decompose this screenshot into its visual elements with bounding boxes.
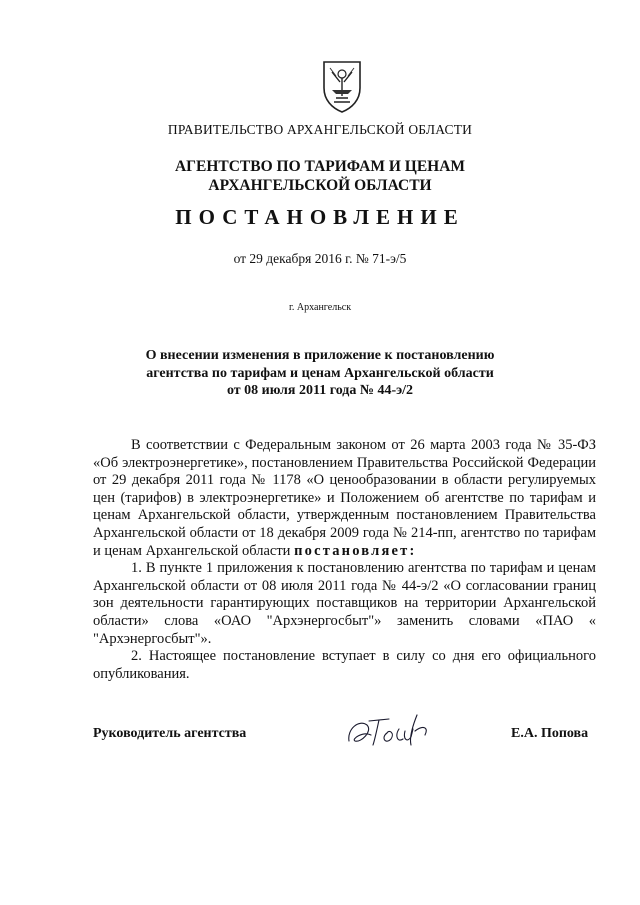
document-date-number: от 29 декабря 2016 г. № 71-э/5	[233, 251, 407, 266]
document-body	[93, 437, 596, 683]
handwritten-signature	[345, 711, 457, 753]
preamble-text: В соответствии с Федеральным законом от 26 марта 2003 года № 35-ФЗ «Об электроэнергетике», постановлением Правительства Российской Федерации от 29 декабря 2011 года № 1178 «О ценообразовании в области регулируемых цен (тарифов) в электроэнергетике» и Положением об агентстве по тарифам и ценам Архангельской области, утвержденным постановлением Правительства Архангельской области от 18 декабря 2009 года № 214-пп, агентство по тарифам и ценам Архангельской области	[93, 437, 596, 559]
coat-of-arms-icon	[318, 58, 366, 114]
agency-name-line2: АРХАНГЕЛЬСКОЙ ОБЛАСТИ	[208, 177, 432, 194]
agency-name	[0, 157, 640, 195]
subject-line2: агентства по тарифам и ценам Архангельской области	[146, 365, 494, 381]
government-name: ПРАВИТЕЛЬСТВО АРХАНГЕЛЬСКОЙ ОБЛАСТИ	[167, 122, 473, 137]
item-1-paragraph: 1. В пункте 1 приложения к постановлению агентства по тарифам и ценам Архангельской области от 08 июля 2011 года № 44-э/2 «О согласовании границ зон деятельности гарантирующих поставщиков на территории Архангельской области» слова «ОАО "Архэнергосбыт"» заменить словами «ПАО « "Архэнергосбыт"».	[93, 560, 596, 647]
signatory-position: Руководитель агентства	[93, 726, 247, 741]
document-city: г. Архангельск	[288, 302, 352, 313]
document-type: ПОСТАНОВЛЕНИЕ	[175, 205, 465, 229]
item-2-paragraph: 2. Настоящее постановление вступает в силу со дня его официального опубликования.	[93, 648, 596, 682]
subject-line3: от 08 июля 2011 года № 44-э/2	[226, 383, 414, 398]
decides-word: постановляет:	[294, 542, 417, 559]
document-subject	[0, 347, 640, 400]
agency-name-line1: АГЕНТСТВО ПО ТАРИФАМ И ЦЕНАМ	[174, 158, 466, 175]
signatory-name: Е.А. Попова	[511, 726, 589, 741]
preamble-paragraph	[93, 437, 596, 560]
subject-line1: О внесении изменения в приложение к постановлению	[145, 348, 495, 363]
